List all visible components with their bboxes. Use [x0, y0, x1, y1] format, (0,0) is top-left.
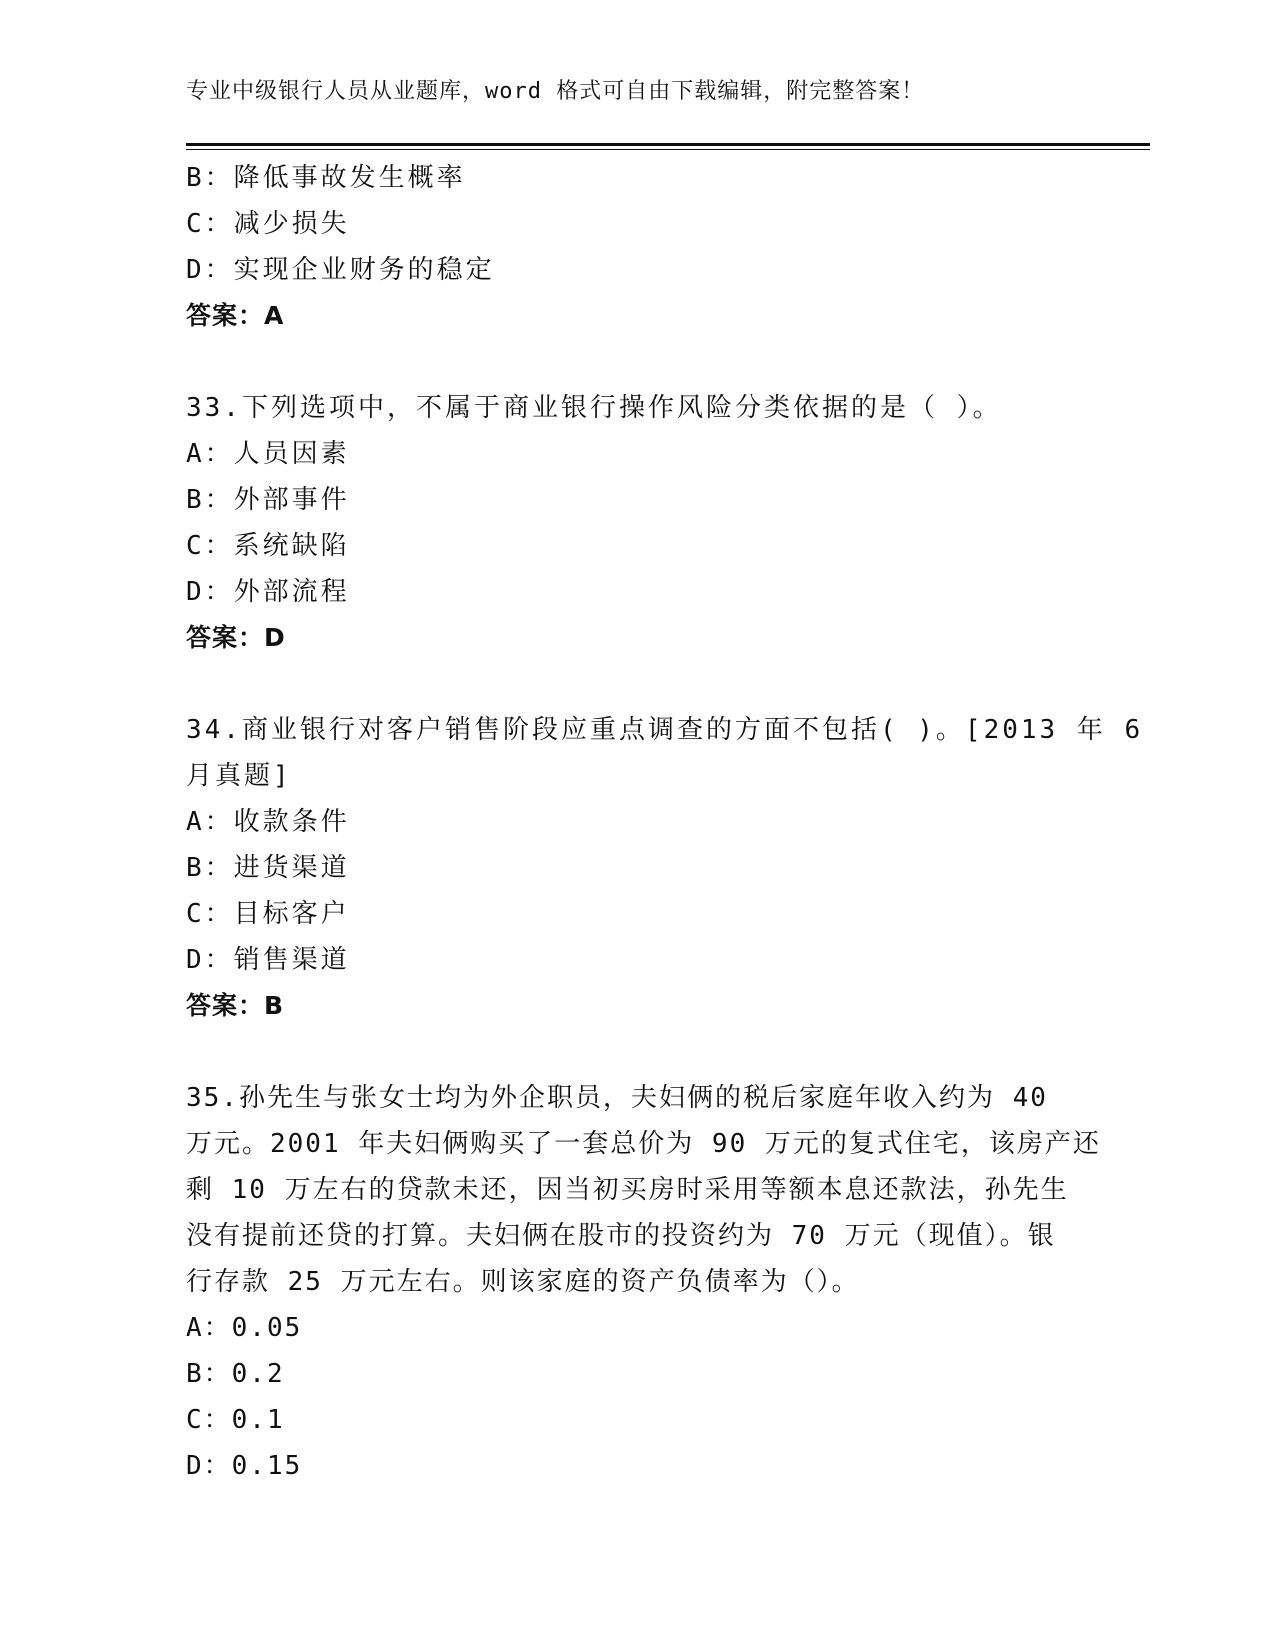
option-a: A：人员因素 — [186, 439, 350, 469]
question-35 — [186, 1075, 1101, 1489]
option-d: D：0.15 — [186, 1451, 303, 1481]
question-stem-line-5: 行存款 25 万元左右。则该家庭的资产负债率为（）。 — [186, 1267, 860, 1297]
option-c: C：系统缺陷 — [186, 531, 350, 561]
question-spacer — [186, 661, 1086, 707]
option-d: D：销售渠道 — [186, 945, 350, 975]
header-rule-thick — [186, 143, 1150, 146]
question-stem-line-2: 万元。2001 年夫妇俩购买了一套总价为 90 万元的复式住宅，该房产还 — [186, 1129, 1101, 1159]
option-a: A：收款条件 — [186, 807, 350, 837]
answer-label: 答案：B — [186, 991, 285, 1020]
question-stem: 33.下列选项中，不属于商业银行操作风险分类依据的是（ ）。 — [186, 393, 1002, 423]
question-stem-line-2: 月真题] — [186, 761, 292, 791]
question-32-tail — [186, 155, 1086, 339]
option-b: B：降低事故发生概率 — [186, 163, 466, 193]
option-c: C：0.1 — [186, 1405, 285, 1435]
option-b: B：外部事件 — [186, 485, 350, 515]
option-a: A：0.05 — [186, 1313, 303, 1343]
answer-label: 答案：D — [186, 623, 286, 652]
question-33 — [186, 385, 1086, 661]
answer-label: 答案：A — [186, 301, 285, 330]
question-stem-line-3: 剩 10 万左右的贷款未还，因当初买房时采用等额本息还款法，孙先生 — [186, 1175, 1069, 1205]
question-spacer — [186, 1029, 1086, 1075]
page-header: 专业中级银行人员从业题库，word 格式可自由下载编辑，附完整答案！ — [186, 79, 925, 104]
option-b: B：0.2 — [186, 1359, 285, 1389]
option-d: D：实现企业财务的稳定 — [186, 255, 495, 285]
question-stem-line-1: 35.孙先生与张女士均为外企职员，夫妇俩的税后家庭年收入约为 40 — [186, 1083, 1048, 1113]
option-c: C：目标客户 — [186, 899, 350, 929]
question-stem-line-1: 34.商业银行对客户销售阶段应重点调查的方面不包括( )。[2013 年 6 — [186, 715, 1144, 745]
question-spacer — [186, 339, 1086, 385]
question-stem-line-4: 没有提前还贷的打算。夫妇俩在股市的投资约为 70 万元（现值）。银 — [186, 1221, 1056, 1251]
option-d: D：外部流程 — [186, 577, 350, 607]
question-34 — [186, 707, 1144, 1029]
header-rule-thin — [186, 149, 1150, 150]
option-b: B：进货渠道 — [186, 853, 350, 883]
option-c: C：减少损失 — [186, 209, 350, 239]
question-content — [186, 155, 1144, 1489]
